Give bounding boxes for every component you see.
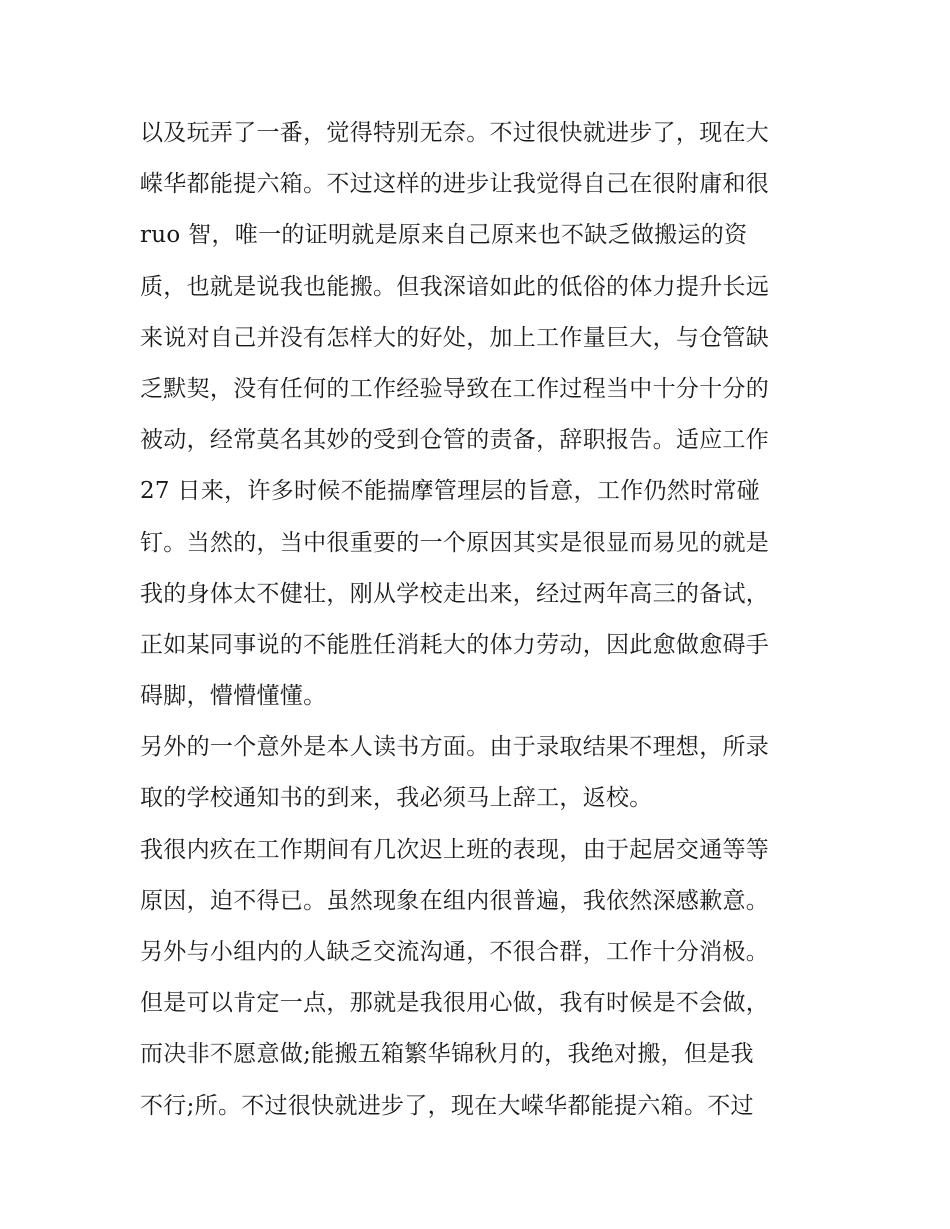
text-line: 但是可以肯定一点，那就是我很用心做，我有时候是不会做， [140, 990, 770, 1017]
text-line: 另外的一个意外是本人读书方面。由于录取结果不理想，所录 [140, 734, 770, 761]
text-line: 钉。当然的，当中很重要的一个原因其实是很显而易见的就是 [140, 529, 770, 556]
text-line: 质，也就是说我也能搬。但我深谙如此的低俗的体力提升长远 [140, 273, 770, 300]
text-line: 27 日来，许多时候不能揣摩管理层的旨意，工作仍然时常碰 [140, 478, 760, 505]
text-line: 我很内疚在工作期间有几次迟上班的表现，由于起居交通等等 [140, 836, 770, 863]
text-line: 被动，经常莫名其妙的受到仓管的责备，辞职报告。适应工作 [140, 427, 770, 454]
document-body [140, 108, 820, 1132]
text-line: 碍脚，懵懵懂懂。 [140, 683, 327, 710]
text-line: 来说对自己并没有怎样大的好处，加上工作量巨大，与仓管缺 [140, 324, 770, 351]
text-line: 嵘华都能提六箱。不过这样的进步让我觉得自己在很附庸和很 [140, 171, 770, 198]
text-line: ruo 智，唯一的证明就是原来自己原来也不缺乏做搬运的资 [140, 222, 748, 249]
text-line: 而决非不愿意做;能搬五箱繁华锦秋月的，我绝对搬，但是我 [140, 1041, 754, 1068]
text-line: 以及玩弄了一番，觉得特别无奈。不过很快就进步了，现在大 [140, 120, 770, 146]
text-line: 乏默契，没有任何的工作经验导致在工作过程当中十分十分的 [140, 375, 770, 402]
text-line: 原因，迫不得已。虽然现象在组内很普遍，我依然深感歉意。 [140, 887, 770, 914]
text-line: 不行;所。不过很快就进步了，现在大嵘华都能提六箱。不过 [140, 1092, 754, 1119]
text-line: 我的身体太不健壮，刚从学校走出来，经过两年高三的备试， [140, 580, 770, 607]
text-line: 取的学校通知书的到来，我必须马上辞工，返校。 [140, 785, 653, 812]
text-line: 另外与小组内的人缺乏交流沟通，不很合群，工作十分消极。 [140, 939, 770, 965]
text-line: 正如某同事说的不能胜任消耗大的体力劳动，因此愈做愈碍手 [140, 631, 770, 658]
